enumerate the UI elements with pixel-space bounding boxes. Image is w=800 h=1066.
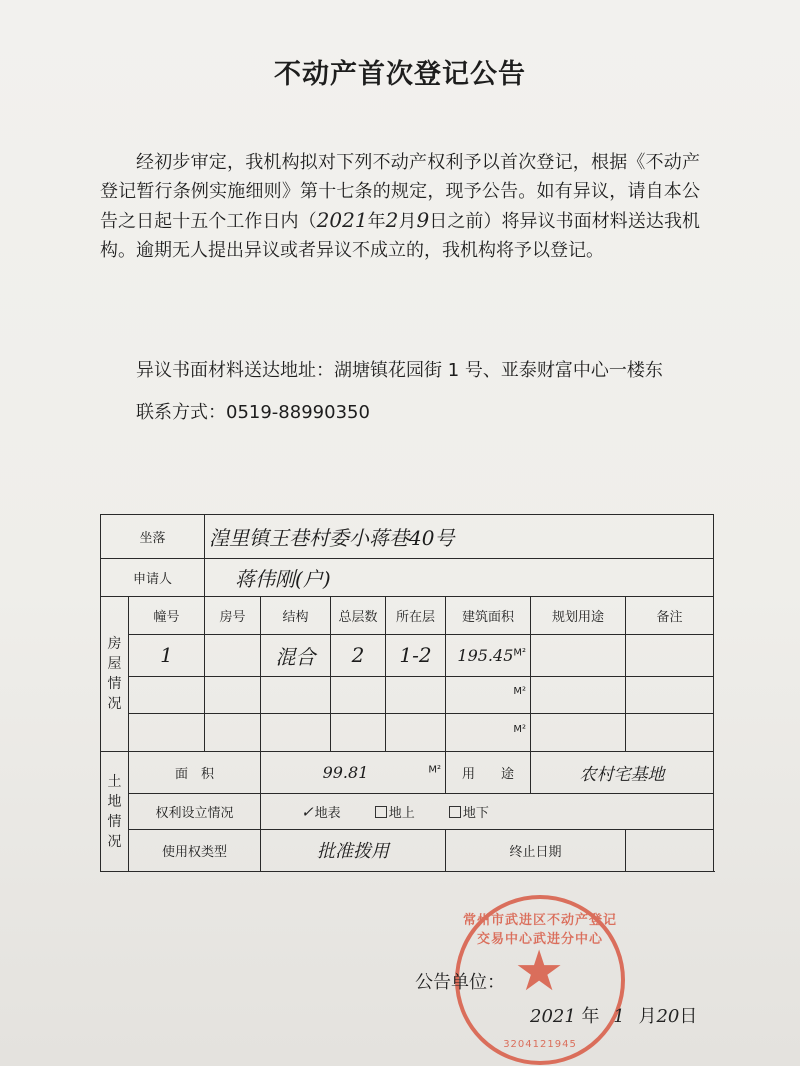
land-use-value: 农村宅基地 [531,752,714,794]
house-section-label: 房屋情况 [101,596,129,751]
row2-use [531,676,626,714]
row1-floors: 2 [331,634,386,676]
address-value: 湖塘镇花园街 1 号、亚泰财富中心一楼东 [334,360,663,381]
registration-form [100,514,714,872]
col-note: 备注 [626,596,714,634]
month-char: 月 [398,211,417,232]
row3-structure [261,714,331,752]
issue-year: 2021 [530,1006,576,1027]
land-area-label: 面 积 [129,752,261,794]
row2-floors [331,676,386,714]
contact-line [100,398,700,427]
row1-area-cell [446,634,531,676]
row1-building: 1 [129,634,205,676]
address-line [100,356,700,385]
end-date-value [626,829,714,871]
land-use-label: 用 途 [446,752,531,794]
col-building: 幢号 [129,596,205,634]
land-area-value: 99.81 [322,763,369,783]
right-type-label: 使用权类型 [129,829,261,871]
col-room: 房号 [205,596,261,634]
row1-use [531,634,626,676]
table-row [101,714,714,752]
row2-area-cell [446,676,531,714]
address-label: 异议书面材料送达地址： [136,360,334,381]
issue-day-char: 日 [679,1006,698,1027]
issue-month: 1 [613,1006,625,1027]
location-label: 坐落 [101,515,205,559]
rights-checkbox-below[interactable] [449,806,489,821]
checkbox-icon [449,806,461,818]
land-area-unit: M² [428,764,442,776]
deadline-year: 2021 [316,208,368,232]
row2-structure [261,676,331,714]
table-row [101,634,714,676]
issue-day: 20 [656,1006,680,1027]
issue-year-char: 年 [581,1006,600,1027]
check-icon: ✓ [301,803,314,822]
notice-text-2: 请自本公告之日起十五个工作日内（ [100,181,700,232]
deadline-day: 9 [416,208,430,232]
location-value: 湟里镇王巷村委小蒋巷40号 [205,515,714,559]
col-floors: 总层数 [331,596,386,634]
rights-checkbox-surface[interactable] [301,803,341,822]
seal-text: 常州市武进区不动产登记交易中心武进分中心 [462,913,617,947]
issuer-label: 公告单位： [415,972,505,993]
land-area-cell [261,752,446,794]
notice-paragraph [100,148,700,265]
col-structure: 结构 [261,596,331,634]
applicant-label: 申请人 [101,559,205,597]
row2-room [205,676,261,714]
row2-building [129,676,205,714]
row1-structure: 混合 [261,634,331,676]
contact-value: 0519-88990350 [226,402,370,423]
rights-option-below: 地下 [462,806,489,822]
col-floor-at: 所在层 [386,596,446,634]
rights-checkbox-above[interactable] [375,806,415,821]
table-row [101,676,714,714]
issue-month-char: 月 [638,1006,657,1027]
row3-use [531,714,626,752]
land-section-label: 土地情况 [101,752,129,872]
row1-room [205,634,261,676]
right-type-value: 批准拨用 [261,829,446,871]
year-char: 年 [367,211,386,232]
row3-floor-at [386,714,446,752]
row1-note [626,634,714,676]
rights-option-above: 地上 [388,806,415,822]
row1-floor-at: 1-2 [386,634,446,676]
row3-building [129,714,205,752]
notice-text-3: 日之前）将异议书面材料送达我机构。逾期无人提出异议或者异议不成立的，我机构将予以登记。 [100,211,701,261]
contact-label: 联系方式： [136,402,226,423]
row1-unit: M² [513,647,527,659]
issue-date [530,1002,697,1028]
page-title: 不动产首次登记公告 [274,59,526,90]
row2-note [626,676,714,714]
row1-area: 195.45 [457,645,514,665]
star-icon: ★ [514,939,565,1004]
deadline-month: 2 [385,208,399,232]
row3-note [626,714,714,752]
row2-floor-at [386,676,446,714]
checkbox-icon [375,806,387,818]
rights-label: 权利设立情况 [129,794,261,830]
rights-options [261,794,714,830]
row3-area-cell [446,714,531,752]
row3-unit: M² [513,724,527,736]
applicant-value: 蒋伟刚(户) [205,559,714,597]
seal-code: 3204121945 [503,1039,577,1050]
row3-floors [331,714,386,752]
row3-room [205,714,261,752]
col-area: 建筑面积 [446,596,531,634]
end-date-label: 终止日期 [446,829,626,871]
notice-text-1: 经初步审定，我机构拟对下列不动产权利予以首次登记，根据《不动产登记暂行条例实施细则》第十七条的规定，现予公告。如有异议， [100,152,700,202]
row2-unit: M² [513,686,527,698]
rights-option-surface: 地表 [314,806,341,822]
col-use: 规划用途 [531,596,626,634]
